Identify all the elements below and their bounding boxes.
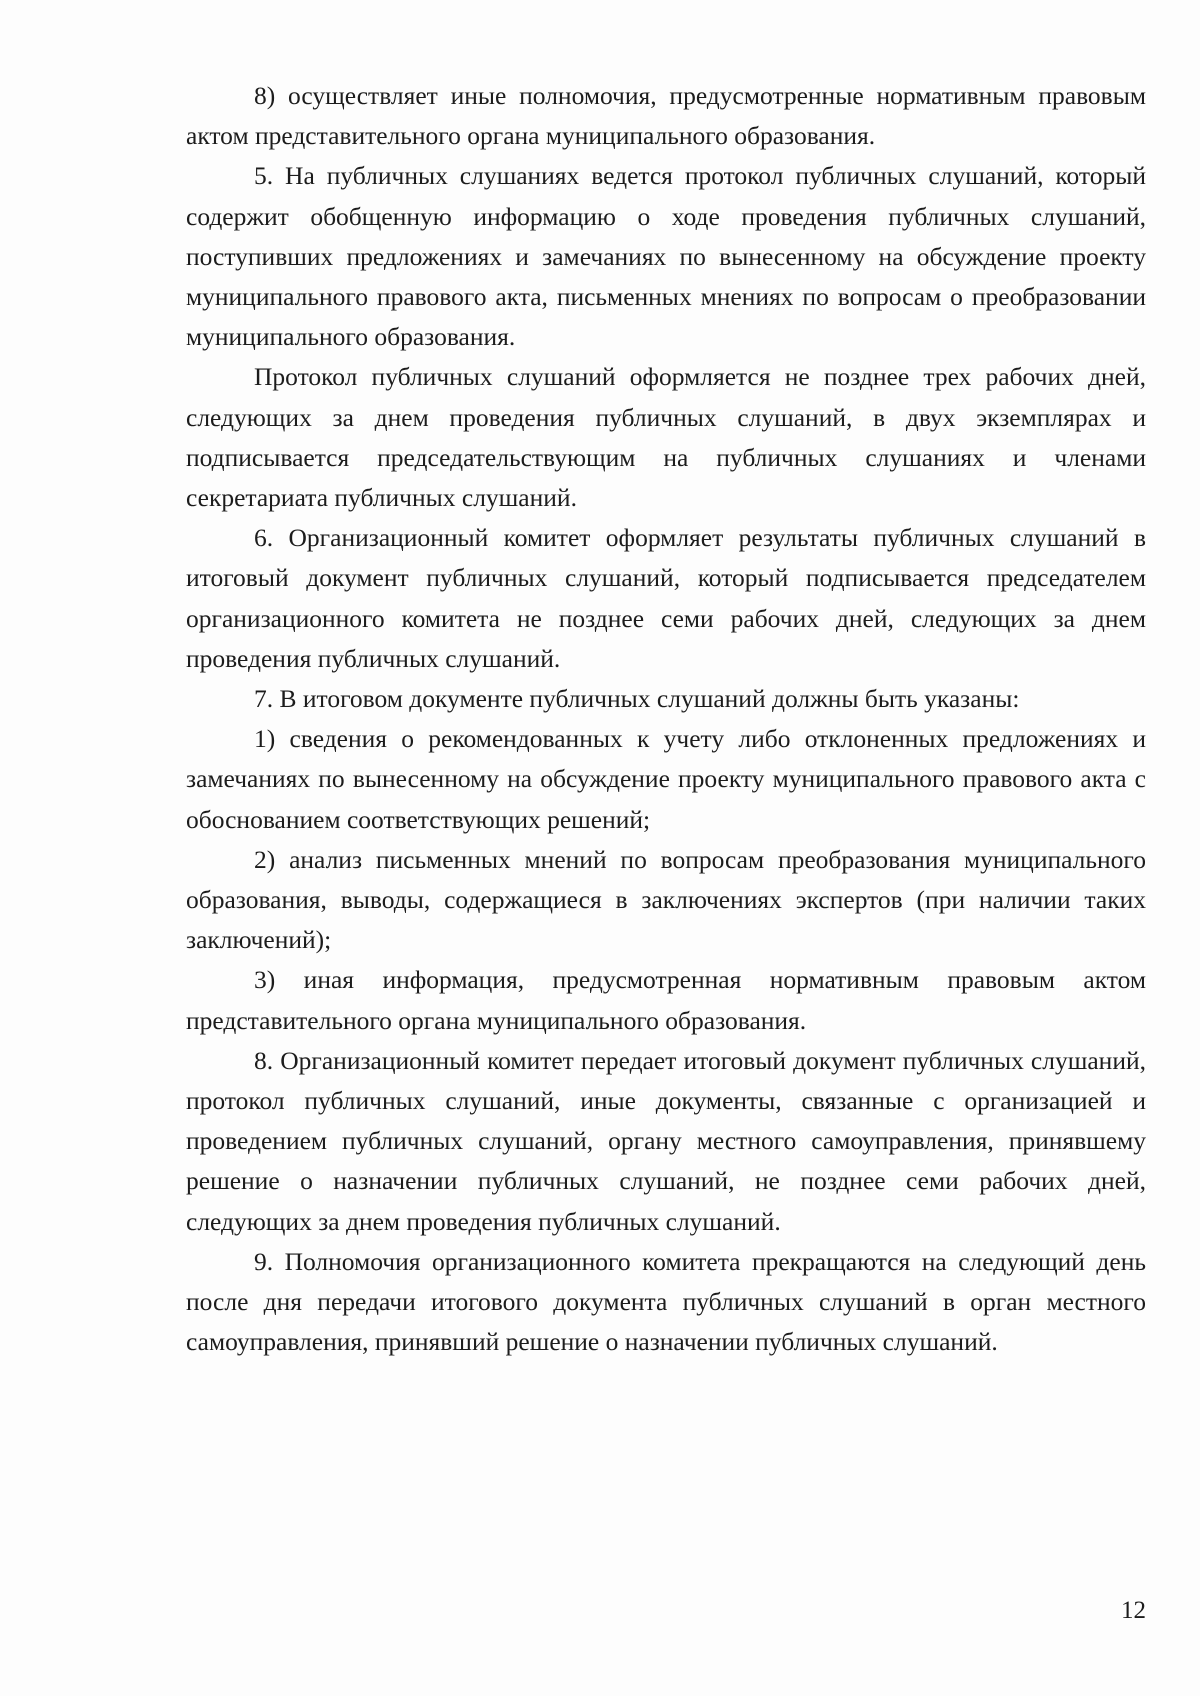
paragraph-7-item-2: 2) анализ письменных мнений по вопросам преобразования муниципального образования, выводы, содержащиеся в заключениях экспертов (при наличии таких заключений); [186,844,1146,955]
document-body [186,76,1146,1363]
paragraph-9-termination: 9. Полномочия организационного комитета прекращаются на следующий день после дня передачи итогового документа публичных слушаний в орган местного самоуправления, принявший решение о назначении публичных слушаний. [186,1246,1146,1357]
paragraph-5-protocol: 5. На публичных слушаниях ведется протокол публичных слушаний, который содержит обобщенную информацию о ходе проведения публичных слушаний, поступивших предложениях и замечаниях по вынесенному на обсуждение проекту муниципального правового акта, письменных мнениях по вопросам о преобразовании муниципального образования. [186,161,1146,352]
page-number: 12 [1121,1597,1146,1624]
paragraph-7-contents: 7. В итоговом документе публичных слушаний должны быть указаны: [254,684,1020,714]
paragraph-7-item-3: 3) иная информация, предусмотренная нормативным правовым актом представительного органа муниципального образования. [186,965,1146,1035]
paragraph-7-item-1: 1) сведения о рекомендованных к учету либо отклоненных предложениях и замечаниях по вынесенному на обсуждение проекту муниципального правового акта с обоснованием соответствующих решений; [186,724,1146,834]
paragraph-protocol-execution: Протокол публичных слушаний оформляется не позднее трех рабочих дней, следующих за днем проведения публичных слушаний, в двух экземплярах и подписывается председательствующим на публичных слушаниях и членами секретариата публичных слушаний. [186,362,1146,513]
paragraph-item-8-powers: 8) осуществляет иные полномочия, предусмотренные нормативным правовым актом представительного органа муниципального образования. [186,81,1146,151]
paragraph-8-transfer: 8. Организационный комитет передает итоговый документ публичных слушаний, протокол публичных слушаний, иные документы, связанные с организацией и проведением публичных слушаний, органу местного самоуправления, принявшему решение о назначении публичных слушаний, не позднее семи рабочих дней, следующих за днем проведения публичных слушаний. [186,1045,1146,1236]
paragraph-6-final-document: 6. Организационный комитет оформляет результаты публичных слушаний в итоговый документ публичных слушаний, который подписывается председателем организационного комитета не позднее семи рабочих дней, следующих за днем проведения публичных слушаний. [186,523,1146,673]
